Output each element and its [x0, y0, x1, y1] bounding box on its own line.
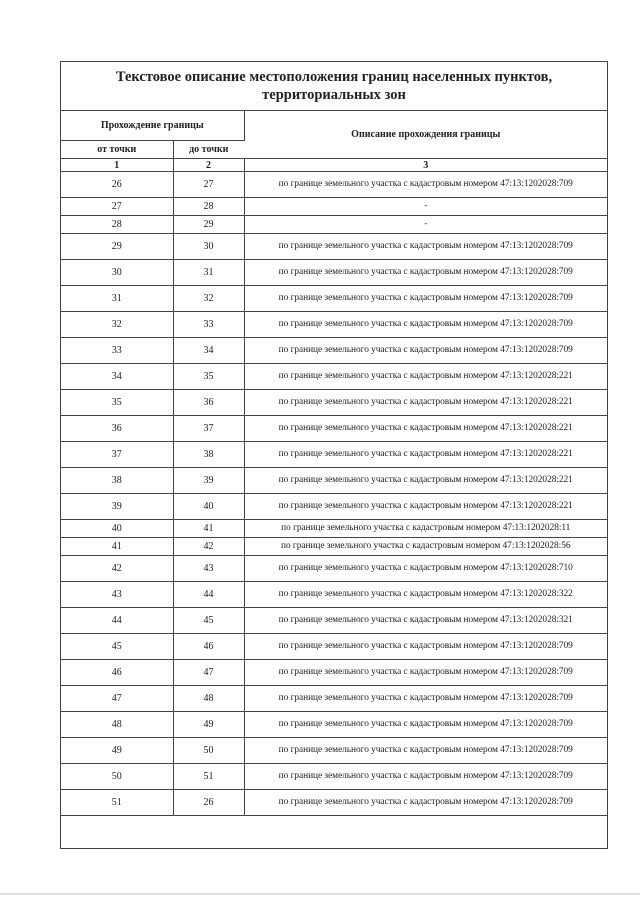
table-row — [61, 416, 607, 442]
table-row — [61, 442, 607, 468]
to-point-cell: 36 — [173, 390, 244, 416]
to-point-cell: 45 — [173, 608, 244, 634]
to-point-cell: 27 — [173, 172, 244, 198]
table-row — [61, 216, 607, 234]
table-row — [61, 494, 607, 520]
description-cell: по границе земельного участка с кадастровым номером 47:13:1202028:709 — [244, 286, 607, 312]
description-cell: по границе земельного участка с кадастровым номером 47:13:1202028:709 — [244, 686, 607, 712]
description-cell: по границе земельного участка с кадастровым номером 47:13:1202028:709 — [244, 338, 607, 364]
boundary-table — [61, 111, 607, 816]
from-point-cell: 46 — [61, 660, 173, 686]
from-point-cell: 51 — [61, 790, 173, 816]
from-point-cell: 39 — [61, 494, 173, 520]
scan-edge — [0, 893, 640, 895]
table-row — [61, 364, 607, 390]
from-point-cell: 35 — [61, 390, 173, 416]
to-point-cell: 43 — [173, 556, 244, 582]
from-point-cell: 48 — [61, 712, 173, 738]
description-cell: по границе земельного участка с кадастровым номером 47:13:1202028:221 — [244, 416, 607, 442]
from-point-cell: 33 — [61, 338, 173, 364]
to-point-cell: 35 — [173, 364, 244, 390]
table-row — [61, 608, 607, 634]
description-cell: по границе земельного участка с кадастровым номером 47:13:1202028:322 — [244, 582, 607, 608]
table-row — [61, 538, 607, 556]
to-point-cell: 39 — [173, 468, 244, 494]
table-row — [61, 234, 607, 260]
table-row — [61, 556, 607, 582]
to-point-cell: 50 — [173, 738, 244, 764]
table-row — [61, 390, 607, 416]
to-point-cell: 47 — [173, 660, 244, 686]
from-point-cell: 32 — [61, 312, 173, 338]
table-row — [61, 712, 607, 738]
from-point-cell: 44 — [61, 608, 173, 634]
to-point-cell: 29 — [173, 216, 244, 234]
from-point-cell: 28 — [61, 216, 173, 234]
from-point-cell: 47 — [61, 686, 173, 712]
description-cell: по границе земельного участка с кадастровым номером 47:13:1202028:221 — [244, 442, 607, 468]
description-cell: по границе земельного участка с кадастровым номером 47:13:1202028:709 — [244, 764, 607, 790]
description-cell: по границе земельного участка с кадастровым номером 47:13:1202028:221 — [244, 468, 607, 494]
from-point-cell: 30 — [61, 260, 173, 286]
to-point-cell: 40 — [173, 494, 244, 520]
from-point-cell: 36 — [61, 416, 173, 442]
description-cell: по границе земельного участка с кадастровым номером 47:13:1202028:709 — [244, 790, 607, 816]
description-cell: по границе земельного участка с кадастровым номером 47:13:1202028:709 — [244, 660, 607, 686]
description-cell: по границе земельного участка с кадастровым номером 47:13:1202028:709 — [244, 172, 607, 198]
to-point-cell: 32 — [173, 286, 244, 312]
table-row — [61, 172, 607, 198]
description-cell: по границе земельного участка с кадастровым номером 47:13:1202028:221 — [244, 390, 607, 416]
column-number-2: 2 — [173, 159, 244, 172]
to-point-cell: 38 — [173, 442, 244, 468]
from-point-cell: 31 — [61, 286, 173, 312]
description-cell: по границе земельного участка с кадастровым номером 47:13:1202028:709 — [244, 738, 607, 764]
description-cell: - — [244, 198, 607, 216]
to-point-cell: 41 — [173, 520, 244, 538]
description-cell: по границе земельного участка с кадастровым номером 47:13:1202028:709 — [244, 634, 607, 660]
to-point-cell: 33 — [173, 312, 244, 338]
from-point-cell: 38 — [61, 468, 173, 494]
from-point-cell: 42 — [61, 556, 173, 582]
from-point-cell: 41 — [61, 538, 173, 556]
description-cell: по границе земельного участка с кадастровым номером 47:13:1202028:221 — [244, 494, 607, 520]
from-point-cell: 45 — [61, 634, 173, 660]
document-frame — [60, 61, 608, 849]
from-point-header: от точки — [61, 141, 173, 159]
table-row — [61, 338, 607, 364]
table-row — [61, 286, 607, 312]
to-point-header: до точки — [173, 141, 244, 159]
table-row — [61, 198, 607, 216]
description-cell: по границе земельного участка с кадастровым номером 47:13:1202028:709 — [244, 312, 607, 338]
from-point-cell: 34 — [61, 364, 173, 390]
table-row — [61, 686, 607, 712]
table-row — [61, 312, 607, 338]
description-cell: по границе земельного участка с кадастровым номером 47:13:1202028:56 — [244, 538, 607, 556]
to-point-cell: 34 — [173, 338, 244, 364]
table-row — [61, 520, 607, 538]
description-cell: по границе земельного участка с кадастровым номером 47:13:1202028:321 — [244, 608, 607, 634]
document-title: Текстовое описание местоположения границ населенных пунктов, территориальных зон — [61, 62, 607, 111]
table-row — [61, 660, 607, 686]
column-number-3: 3 — [244, 159, 607, 172]
description-cell: по границе земельного участка с кадастровым номером 47:13:1202028:11 — [244, 520, 607, 538]
description-cell: по границе земельного участка с кадастровым номером 47:13:1202028:709 — [244, 234, 607, 260]
column-number-1: 1 — [61, 159, 173, 172]
to-point-cell: 31 — [173, 260, 244, 286]
to-point-cell: 26 — [173, 790, 244, 816]
passage-header: Прохождение границы — [61, 111, 244, 141]
table-row — [61, 260, 607, 286]
description-cell: по границе земельного участка с кадастровым номером 47:13:1202028:709 — [244, 260, 607, 286]
table-row — [61, 468, 607, 494]
table-row — [61, 634, 607, 660]
description-cell: - — [244, 216, 607, 234]
to-point-cell: 42 — [173, 538, 244, 556]
description-cell: по границе земельного участка с кадастровым номером 47:13:1202028:221 — [244, 364, 607, 390]
from-point-cell: 37 — [61, 442, 173, 468]
from-point-cell: 40 — [61, 520, 173, 538]
to-point-cell: 44 — [173, 582, 244, 608]
table-row — [61, 582, 607, 608]
from-point-cell: 26 — [61, 172, 173, 198]
to-point-cell: 48 — [173, 686, 244, 712]
from-point-cell: 27 — [61, 198, 173, 216]
description-header: Описание прохождения границы — [244, 111, 607, 159]
to-point-cell: 51 — [173, 764, 244, 790]
to-point-cell: 28 — [173, 198, 244, 216]
to-point-cell: 49 — [173, 712, 244, 738]
from-point-cell: 43 — [61, 582, 173, 608]
description-cell: по границе земельного участка с кадастровым номером 47:13:1202028:709 — [244, 712, 607, 738]
table-row — [61, 738, 607, 764]
table-row — [61, 790, 607, 816]
from-point-cell: 29 — [61, 234, 173, 260]
to-point-cell: 30 — [173, 234, 244, 260]
description-cell: по границе земельного участка с кадастровым номером 47:13:1202028:710 — [244, 556, 607, 582]
from-point-cell: 50 — [61, 764, 173, 790]
from-point-cell: 49 — [61, 738, 173, 764]
to-point-cell: 37 — [173, 416, 244, 442]
to-point-cell: 46 — [173, 634, 244, 660]
table-row — [61, 764, 607, 790]
